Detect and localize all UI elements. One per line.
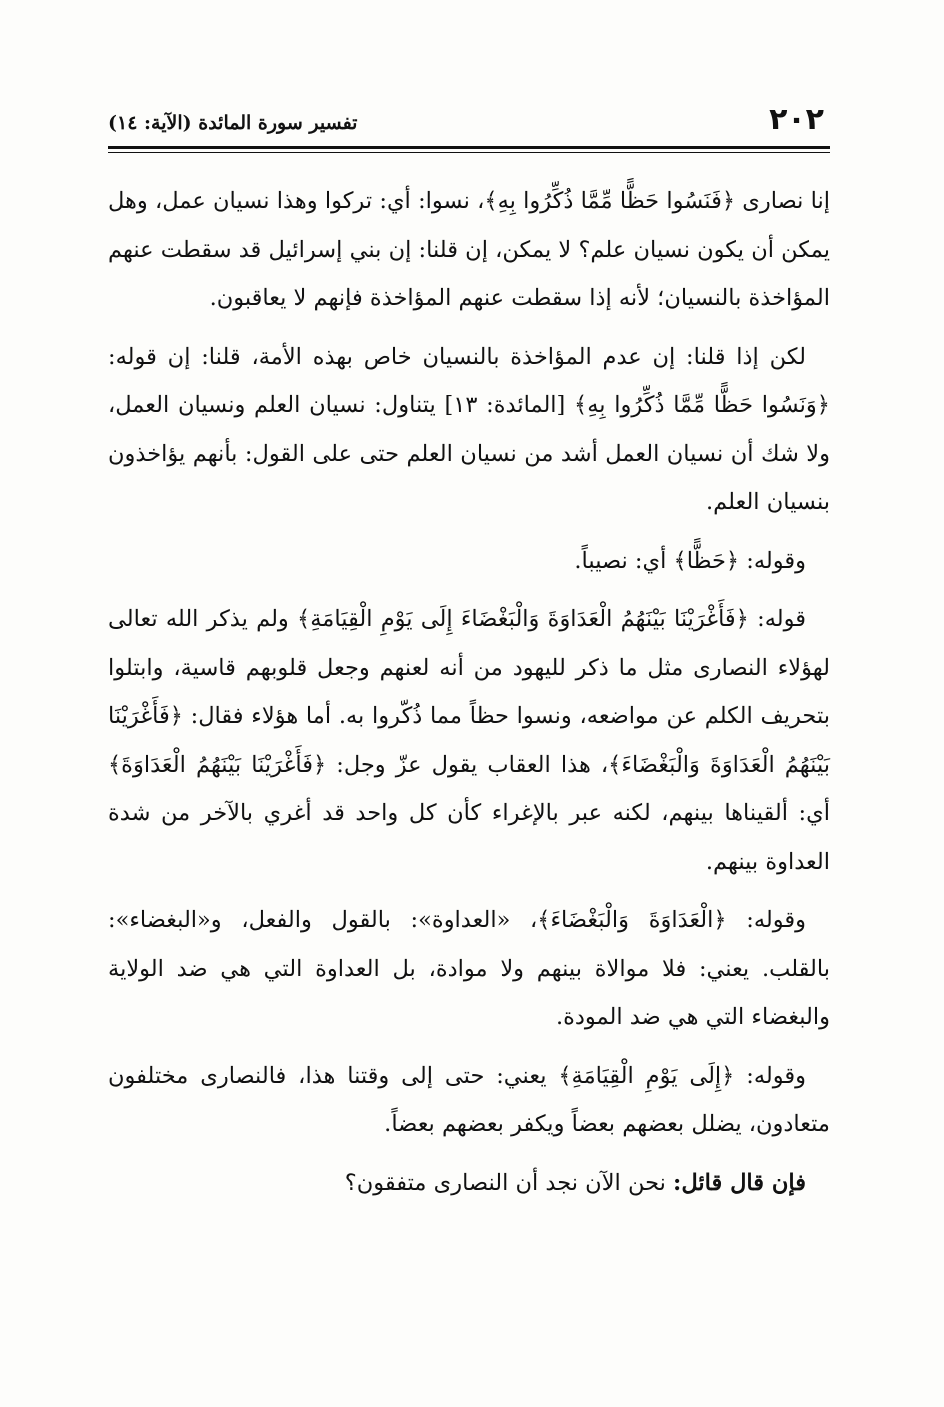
final-question-text: نحن الآن نجد أن النصارى متفقون؟ [344,1169,674,1196]
paragraph-3: وقوله: ﴿حَظًّا﴾ أي: نصيباً. [574,547,806,574]
final-question [108,1159,830,1208]
paragraph-6: وقوله: ﴿إِلَى يَوْمِ الْقِيَامَةِ﴾ يعني: حتى إلى وقتنا هذا، فالنصارى مختلفون متعادون، يضلل بعضهم بعضاً ويكفر بعضهم بعضاً. [108,1062,830,1137]
page-number: ٢٠٢ [769,102,824,137]
paragraph-5: وقوله: ﴿الْعَدَاوَةَ وَالْبَغْضَاءَ﴾، «العداوة»: بالقول والفعل، و«البغضاء»: بالقلب. يعني: فلا موالاة بينهم ولا موادة، بل العداوة التي هي ضد الولاية والبغضاء التي هي ضد المودة. [108,907,830,1030]
paragraph-4: قوله: ﴿فَأَغْرَيْنَا بَيْنَهُمُ الْعَدَاوَةَ وَالْبَغْضَاءَ إِلَى يَوْمِ الْقِيَامَةِ﴾ ولم يذكر الله تعالى لهؤلاء النصارى مثل ما ذكر لليهود من أنه لعنهم وجعل قلوبهم قاسية، وابتلوا بتحريف الكلم عن مواضعه، ونسوا حظاً مما ذُكّروا به. أما هؤلاء فقال: ﴿فَأَغْرَيْنَا بَيْنَهُمُ الْعَدَاوَةَ وَالْبَغْضَاءَ﴾، هذا العقاب يقول عزّ وجل: ﴿فَأَغْرَيْنَا بَيْنَهُمُ الْعَدَاوَةَ﴾ أي: ألقيناها بينهم، لكنه عبر بالإغراء كأن كل واحد قد أغري بالآخر من شدة العداوة بينهم. [108,606,830,875]
final-question-lead: فإن قال قائل: [673,1169,806,1196]
header-rule-thick [108,146,830,149]
header-rule-thin [108,152,830,153]
paragraph-1: إنا نصارى ﴿فَنَسُوا حَظًّا مِّمَّا ذُكِّرُوا بِهِ﴾، نسوا: أي: تركوا وهذا نسيان عمل، وهل يمكن أن يكون نسيان علم؟ لا يمكن، إن قلنا: إن بني إسرائيل قد سقطت عنهم المؤاخذة بالنسيان؛ لأنه إذا سقطت عنهم المؤاخذة فإنهم لا يعاقبون. [108,188,830,311]
running-title: تفسير سورة المائدة (الآية: ١٤) [108,112,358,134]
page-header [108,100,830,146]
page [108,100,830,1217]
paragraph-2: لكن إذا قلنا: إن عدم المؤاخذة بالنسيان خاص بهذه الأمة، قلنا: إن قوله: ﴿وَنَسُوا حَظًّا مِّمَّا ذُكِّرُوا بِهِ﴾ [المائدة: ١٣] يتناول: نسيان العلم ونسيان العمل، ولا شك أن نسيان العمل أشد من نسيان العلم حتى على القول: بأنهم يؤاخذون بنسيان العلم. [108,343,830,515]
page-body [108,177,830,1207]
